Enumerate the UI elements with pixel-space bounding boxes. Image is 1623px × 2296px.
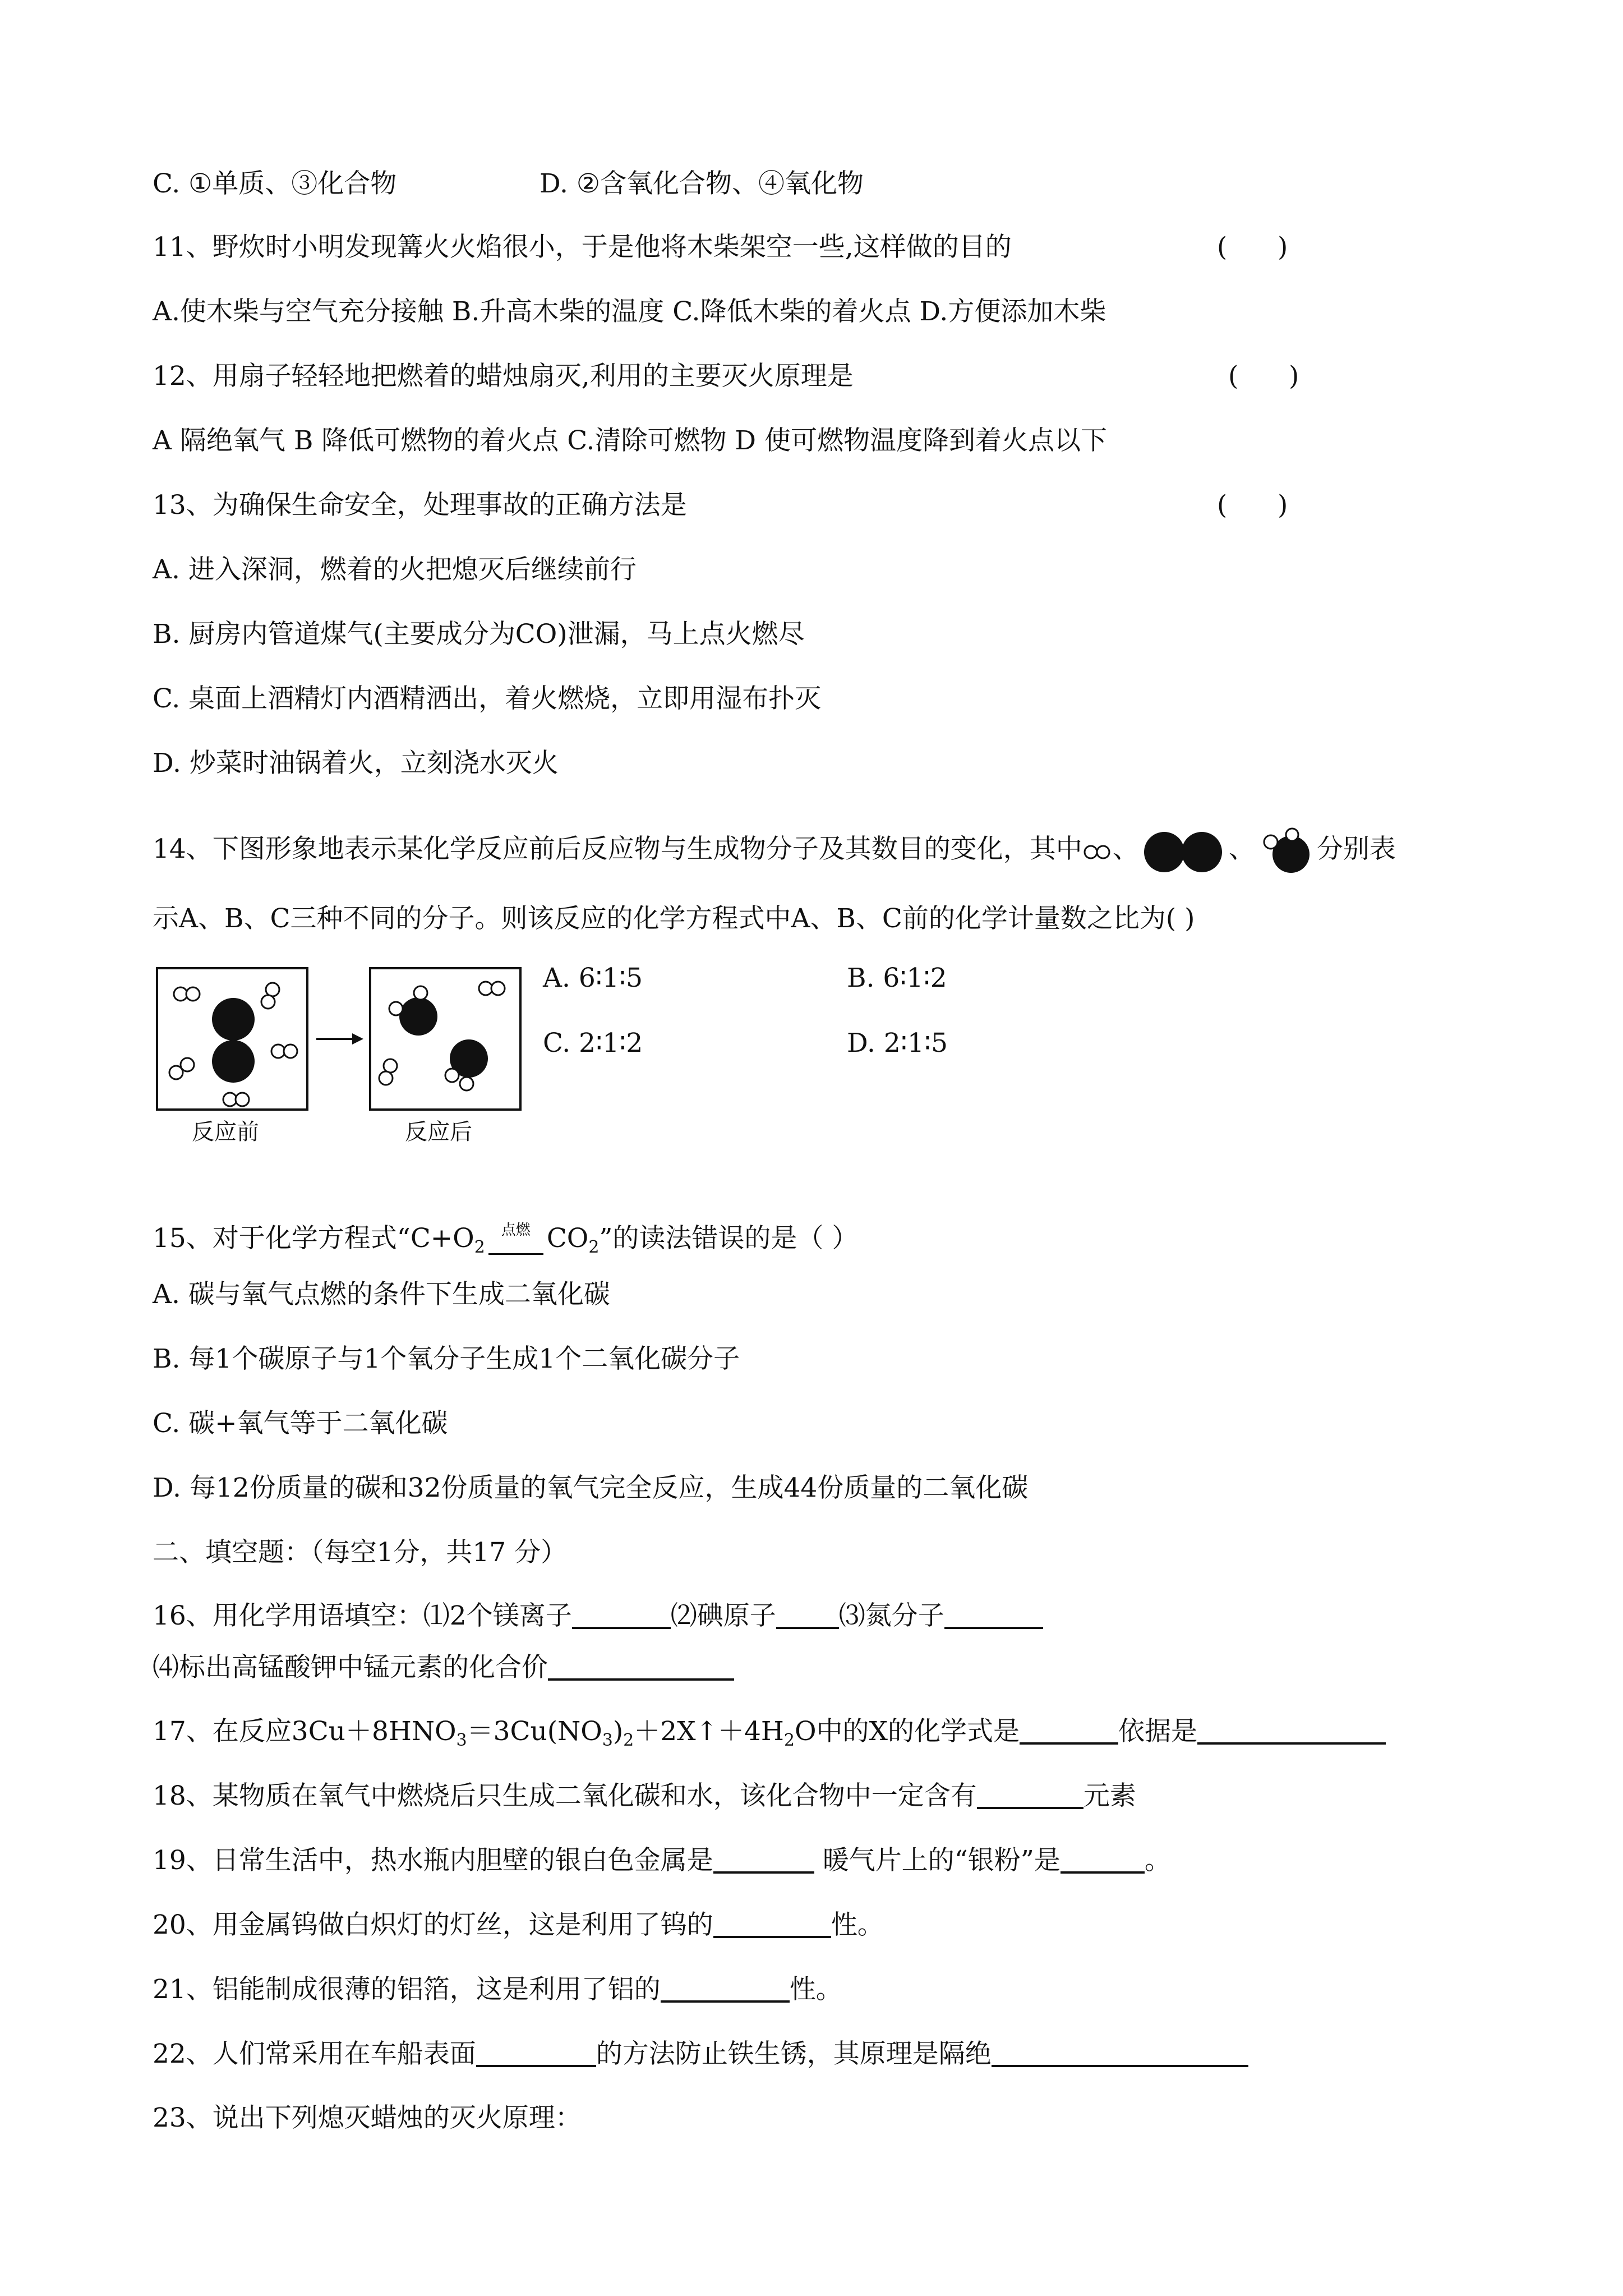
q19-part-b: 暖气片上的“银粉”是 (814, 1845, 1061, 1876)
q19-blank-1[interactable] (713, 1843, 814, 1874)
q10-option-c: C. ①单质、③化合物 (153, 168, 397, 199)
q17-mid-1: ＝3Cu(NO (467, 1716, 602, 1747)
q17-line (153, 1714, 1386, 1749)
q17-mid-4: O中的X的化学式是 (795, 1716, 1020, 1747)
q14-option-b: B. 6∶1∶2 (847, 963, 947, 993)
q16-line1 (153, 1599, 1043, 1633)
q15-stem-pre: 15、对于化学方程式“C+O (153, 1223, 474, 1254)
q16-part-d: ⑷标出高锰酸钾中锰元素的化合价 (153, 1652, 548, 1683)
before-reaction-label: 反应前 (192, 1119, 259, 1145)
section-2-heading: 二、填空题：（每空1分，共17 分） (153, 1537, 568, 1568)
q20-line (153, 1908, 884, 1942)
q14-stem-line1 (153, 827, 1396, 875)
q11-options: A.使木柴与空气充分接触 B.升高木柴的温度 C.降低木柴的着火点 D.方便添加木柴 (153, 296, 1106, 327)
q18-part-a: 18、某物质在氧气中燃烧后只生成二氧化碳和水，该化合物中一定含有 (153, 1780, 977, 1811)
q16-part-a: 16、用化学用语填空：⑴2个镁离子 (153, 1600, 572, 1631)
q14-stem-line2: 示A、B、C三种不同的分子。则该反应的化学方程式中A、B、C前的化学计量数之比为( ) (153, 903, 1195, 934)
q16-part-c: ⑶氮分子 (838, 1600, 944, 1631)
q16-part-b: ⑵碘原子 (670, 1600, 776, 1631)
q13-option-d: D. 炒菜时油锅着火，立刻浇水灭火 (153, 748, 559, 779)
q15-option-a: A. 碳与氧气点燃的条件下生成二氧化碳 (153, 1279, 610, 1310)
q17-sub-4: 2 (783, 1731, 795, 1750)
reaction-diagram-svg (155, 966, 525, 1112)
q14-stem-part2: 分别表 (1316, 834, 1396, 864)
q14-reaction-diagram (155, 966, 525, 1151)
q15-product: CO (546, 1223, 589, 1254)
q21-blank[interactable] (661, 1972, 790, 2003)
q18-blank[interactable] (977, 1779, 1083, 1809)
q20-part-a: 20、用金属钨做白炽灯的灯丝，这是利用了钨的 (153, 1910, 713, 1940)
q19-line (153, 1843, 1171, 1878)
q15-option-c: C. 碳+氧气等于二氧化碳 (153, 1408, 448, 1439)
q14-option-c: C. 2∶1∶2 (543, 1028, 643, 1059)
q10-option-d: D. ②含氧化合物、④氧化物 (540, 168, 864, 199)
q15-stem-post: ”的读法错误的是（ ） (599, 1223, 859, 1254)
q15-stem (153, 1213, 858, 1255)
q22-line (153, 2037, 1248, 2071)
before-b-atom-2 (212, 1040, 255, 1083)
q15-subscript-1: 2 (474, 1237, 485, 1257)
q13-stem: 13、为确保生命安全，处理事故的正确方法是 (153, 490, 687, 521)
q23-stem: 23、说出下列熄灭蜡烛的灭火原理： (153, 2102, 582, 2133)
q16-blank-2[interactable] (776, 1599, 839, 1629)
q13-option-a: A. 进入深洞，燃着的火把熄灭后继续前行 (153, 554, 637, 585)
q14-separator-1: 、 (1112, 834, 1139, 864)
q16-line2 (153, 1650, 734, 1685)
q21-part-b: 性。 (789, 1974, 842, 2005)
molecule-c-icon (1255, 827, 1317, 875)
q16-blank-3[interactable] (944, 1599, 1043, 1629)
q11-answer-paren[interactable]: ( ) (1217, 232, 1288, 263)
q17-blank-basis[interactable] (1197, 1714, 1386, 1745)
molecule-b-icon (1139, 829, 1229, 873)
q17-mid-5: 依据是 (1118, 1716, 1197, 1747)
q22-blank-2[interactable] (992, 2037, 1248, 2067)
molecule-a-icon (1082, 840, 1113, 862)
q17-pre: 17、在反应3Cu＋8HNO (153, 1716, 457, 1747)
q17-sub-3: 2 (623, 1731, 634, 1750)
q15-option-d: D. 每12份质量的碳和32份质量的氧气完全反应，生成44份质量的二氧化碳 (153, 1473, 1029, 1503)
q12-stem: 12、用扇子轻轻地把燃着的蜡烛扇灭,利用的主要灭火原理是 (153, 361, 854, 392)
q17-sub-1: 3 (456, 1731, 467, 1750)
q22-part-b: 的方法防止铁生锈，其原理是隔绝 (596, 2039, 992, 2069)
q16-blank-1[interactable] (572, 1599, 671, 1629)
q22-part-a: 22、人们常采用在车船表面 (153, 2039, 476, 2069)
q21-line (153, 1972, 842, 2007)
q17-mid-2: ) (612, 1716, 624, 1747)
q11-stem: 11、野炊时小明发现篝火火焰很小，于是他将木柴架空一些,这样做的目的 (153, 232, 1012, 263)
before-b-atom-1 (212, 998, 255, 1041)
q18-line (153, 1779, 1136, 1813)
q17-mid-3: ＋2X↑＋4H (634, 1716, 784, 1747)
q15-subscript-2: 2 (588, 1237, 600, 1257)
q12-options: A 隔绝氧气 B 降低可燃物的着火点 C.清除可燃物 D 使可燃物温度降到着火点以下 (153, 425, 1108, 456)
q17-sub-2: 3 (602, 1731, 613, 1750)
q15-reaction-condition: 点燃 (485, 1213, 547, 1247)
q20-blank[interactable] (713, 1908, 831, 1938)
reaction-arrow-head (352, 1033, 363, 1045)
q13-answer-paren[interactable]: ( ) (1217, 490, 1288, 521)
q19-part-c: 。 (1144, 1845, 1171, 1876)
q22-blank-1[interactable] (476, 2037, 596, 2067)
q16-blank-4[interactable] (548, 1650, 734, 1681)
q14-option-a: A. 6∶1∶5 (543, 963, 643, 993)
q14-option-d: D. 2∶1∶5 (847, 1028, 948, 1059)
q21-part-a: 21、铝能制成很薄的铝箔，这是利用了铝的 (153, 1974, 661, 2005)
q13-option-b: B. 厨房内管道煤气(主要成分为CO)泄漏，马上点火燃尽 (153, 619, 805, 650)
q18-part-b: 元素 (1083, 1780, 1136, 1811)
q14-separator-2: 、 (1228, 834, 1255, 864)
q19-part-a: 19、日常生活中，热水瓶内胆壁的银白色金属是 (153, 1845, 713, 1876)
q15-option-b: B. 每1个碳原子与1个氧分子生成1个二氧化碳分子 (153, 1343, 740, 1374)
q19-blank-2[interactable] (1061, 1843, 1145, 1874)
q12-answer-paren[interactable]: ( ) (1228, 361, 1299, 392)
q20-part-b: 性。 (831, 1910, 884, 1940)
q13-option-c: C. 桌面上酒精灯内酒精洒出，着火燃烧，立即用湿布扑灭 (153, 683, 822, 714)
q17-blank-formula[interactable] (1020, 1714, 1118, 1745)
q14-stem-part1: 14、下图形象地表示某化学反应前后反应物与生成物分子及其数目的变化，其中 (153, 834, 1082, 864)
after-reaction-label: 反应后 (405, 1119, 472, 1145)
